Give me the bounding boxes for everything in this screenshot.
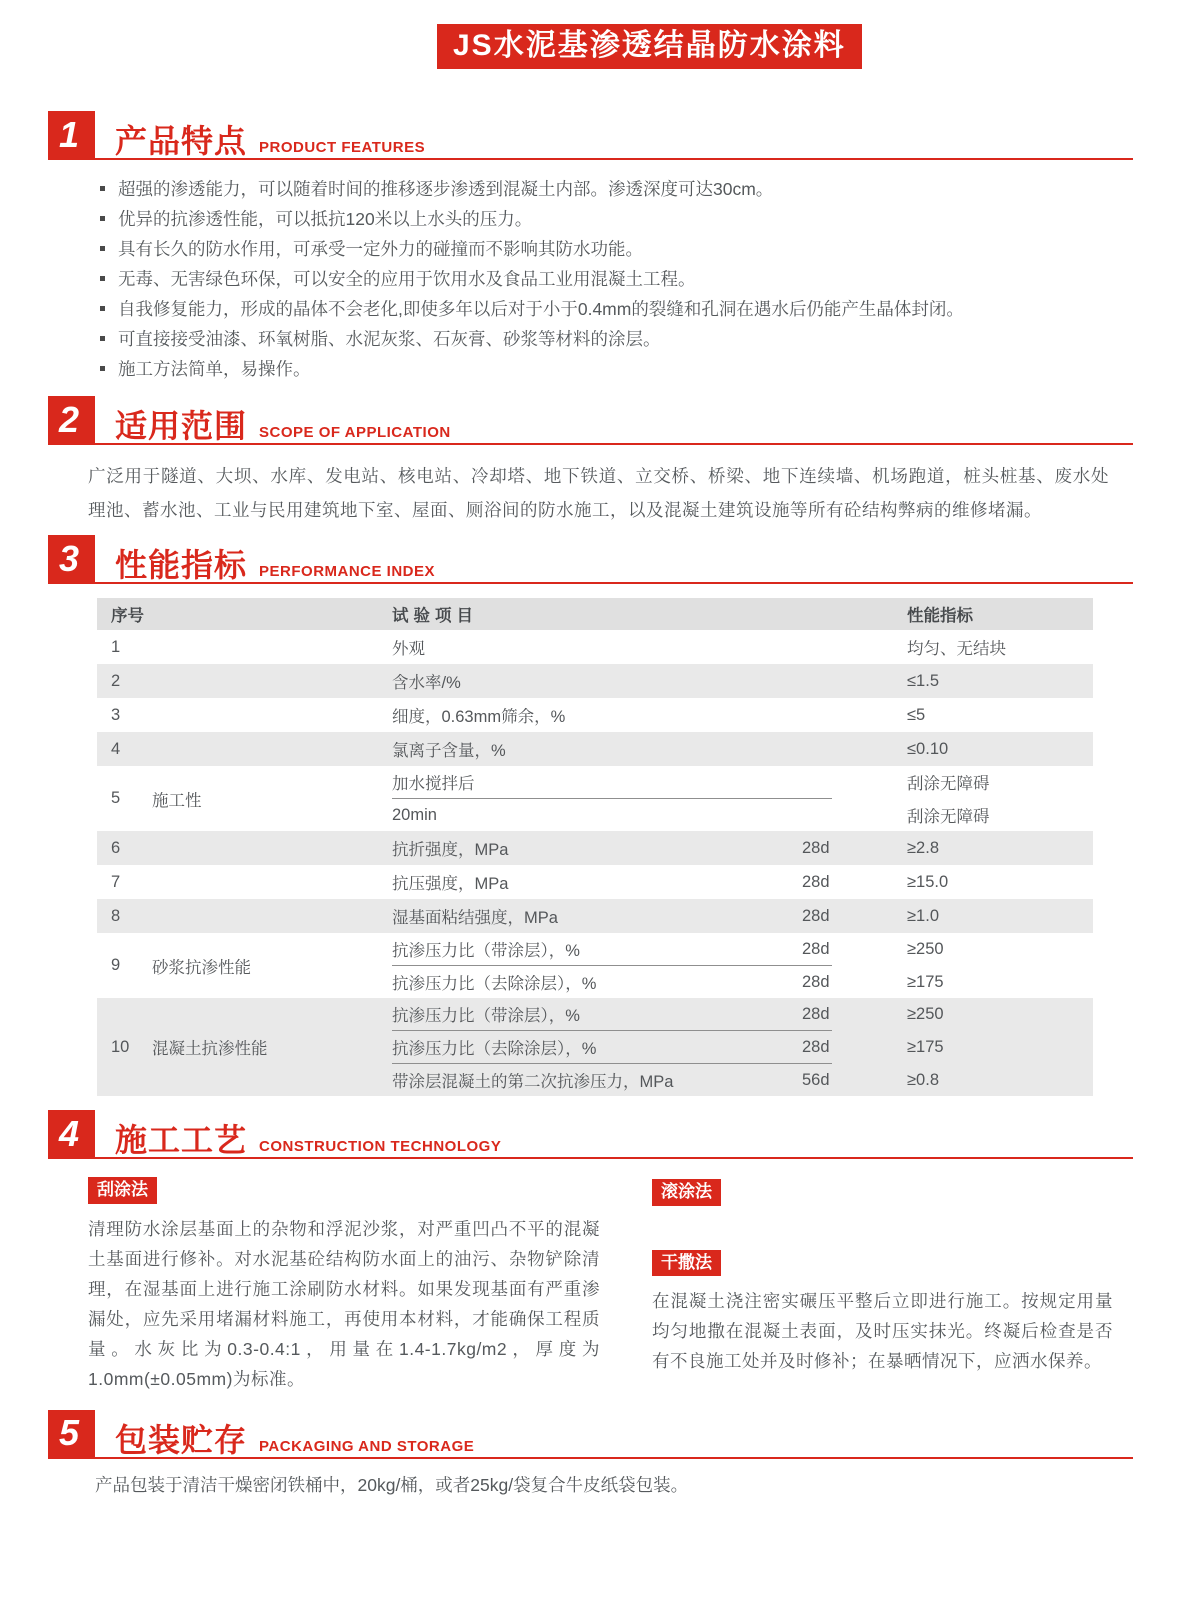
performance-index-cell: ≥0.8 <box>907 1070 939 1089</box>
construction-methods <box>88 1177 1113 1394</box>
bullet-icon <box>100 336 105 341</box>
performance-index-cell: ≤0.10 <box>907 739 949 758</box>
row-number: 8 <box>111 906 121 925</box>
method-right-column <box>652 1177 1113 1394</box>
age-cell: 56d <box>802 1070 830 1089</box>
table-header-item: 试验项目 <box>392 607 478 625</box>
row-group-label: 施工性 <box>152 791 202 810</box>
section-header-packaging <box>48 1410 1133 1459</box>
row-cells <box>392 933 1093 998</box>
row-number: 5 <box>111 789 121 807</box>
section-header-scope <box>48 396 1133 445</box>
performance-index-cell: ≥250 <box>907 1004 944 1023</box>
performance-index-cell: 均匀、无结块 <box>907 640 1006 658</box>
feature-item <box>100 294 1129 324</box>
feature-item <box>100 204 1129 234</box>
row-number: 4 <box>111 739 121 758</box>
row-cells <box>392 664 1093 698</box>
section-header-construction <box>48 1110 1133 1159</box>
method-text-scrape: 清理防水涂层基面上的杂物和浮泥沙浆，对严重凹凸不平的混凝土基面进行修补。对水泥基砼结构防水面上的油污、杂物铲除清理，在湿基面上进行施工涂刷防水材料。如果发现基面有严重渗漏处，应先采用堵漏材料施工，再使用本材料，才能确保工程质量。水灰比为0.3-0.4:1，用量在1.4-1.7kg/m2，厚度为1.0mm(±0.05mm)为标准。 <box>88 1218 600 1389</box>
table-row <box>97 865 1093 899</box>
performance-index-cell: ≥250 <box>907 939 944 958</box>
section-title-cn: 适用范围 <box>115 408 248 444</box>
test-item-cell: 抗压强度，MPa <box>392 875 509 893</box>
row-number: 6 <box>111 838 121 857</box>
table-subrow <box>392 664 1093 698</box>
feature-text: 可直接接受油漆、环氧树脂、水泥灰浆、石灰膏、砂浆等材料的涂层。 <box>118 329 661 349</box>
table-subrow <box>392 899 1093 933</box>
feature-list <box>100 174 1129 384</box>
feature-item <box>100 354 1129 384</box>
packaging-text: 产品包装于清洁干燥密闭铁桶中，20kg/桶，或者25kg/袋复合牛皮纸袋包装。 <box>95 1474 689 1495</box>
document-title-banner <box>437 24 862 69</box>
table-row <box>97 933 1093 998</box>
age-cell: 28d <box>802 838 830 857</box>
table-header-index: 性能指标 <box>907 607 973 625</box>
section-number-badge: 5 <box>48 1410 95 1457</box>
test-item-cell: 抗折强度，MPa <box>392 841 509 859</box>
performance-index-cell: ≥175 <box>907 972 944 991</box>
table-subrow <box>392 732 1093 766</box>
section-number-badge: 2 <box>48 396 95 443</box>
table-subrow <box>392 698 1093 732</box>
section-title-cn: 施工工艺 <box>115 1122 248 1158</box>
feature-item <box>100 324 1129 354</box>
section-number-badge: 3 <box>48 535 95 582</box>
row-group-label: 混凝土抗渗性能 <box>152 1040 268 1058</box>
product-sheet <box>0 24 1189 1624</box>
test-item-cell: 抗渗压力比（去除涂层），% <box>392 1040 597 1058</box>
section-title-en: SCOPE OF APPLICATION <box>259 424 451 441</box>
row-cells <box>392 630 1093 664</box>
age-cell: 28d <box>802 872 830 891</box>
section-title-cn: 性能指标 <box>115 547 248 583</box>
test-item-cell: 含水率/% <box>392 674 461 692</box>
section-title-en: PERFORMANCE INDEX <box>259 563 436 580</box>
bullet-icon <box>100 306 105 311</box>
method-badge-roll: 滚涂法 <box>652 1179 721 1206</box>
performance-index-cell: ≤1.5 <box>907 671 939 690</box>
row-cells <box>392 698 1093 732</box>
feature-text: 无毒、无害绿色环保，可以安全的应用于饮用水及食品工业用混凝土工程。 <box>118 269 696 289</box>
table-subrow <box>392 799 1093 831</box>
test-item-cell: 氯离子含量，% <box>392 742 506 760</box>
bullet-icon <box>100 186 105 191</box>
test-item-cell: 抗渗压力比（带涂层），% <box>392 1007 580 1025</box>
test-item-cell: 抗渗压力比（带涂层），% <box>392 942 580 960</box>
table-subrow <box>392 865 1093 899</box>
row-number: 1 <box>111 637 121 656</box>
row-number: 3 <box>111 705 121 724</box>
section-title-cn: 包装贮存 <box>115 1421 248 1458</box>
performance-index-cell: ≥15.0 <box>907 872 949 891</box>
feature-item <box>100 264 1129 294</box>
row-number: 9 <box>111 956 121 974</box>
test-item-cell: 外观 <box>392 640 425 658</box>
feature-item <box>100 234 1129 264</box>
table-row <box>97 766 1093 831</box>
feature-text: 超强的渗透能力，可以随着时间的推移逐步渗透到混凝土内部。渗透深度可达30cm。 <box>118 179 774 199</box>
table-row <box>97 664 1093 698</box>
feature-item <box>100 174 1129 204</box>
table-row <box>97 899 1093 933</box>
performance-index-cell: ≥1.0 <box>907 906 939 925</box>
table-subrow <box>392 1064 1093 1096</box>
performance-index-cell: 刮涂无障碍 <box>907 808 990 826</box>
performance-table-body <box>97 630 1093 1096</box>
feature-text: 优异的抗渗透性能，可以抵抗120米以上水头的压力。 <box>118 209 533 229</box>
table-subrow <box>392 933 1093 965</box>
row-number: 2 <box>111 671 121 690</box>
method-scrape-coating <box>88 1177 600 1394</box>
feature-text: 施工方法简单，易操作。 <box>118 359 311 379</box>
section-title-en: PACKAGING AND STORAGE <box>259 1437 475 1455</box>
row-number: 7 <box>111 872 121 891</box>
scope-paragraph: 广泛用于隧道、大坝、水库、发电站、核电站、冷却塔、地下铁道、立交桥、桥梁、地下连续墙、机场跑道，桩头桩基、废水处理池、蓄水池、工业与民用建筑地下室、屋面、厕浴间的防水施工，以及混凝土建筑设施等所有砼结构弊病的维修堵漏。 <box>88 466 1109 520</box>
test-item-cell: 细度，0.63mm筛余，% <box>392 708 566 726</box>
performance-index-cell: ≥175 <box>907 1037 944 1056</box>
method-text-dry: 在混凝土浇注密实碾压平整后立即进行施工。按规定用量均匀地撒在混凝土表面，及时压实抹光。终凝后检查是否有不良施工处并及时修补；在暴晒情况下，应洒水保养。 <box>652 1291 1113 1372</box>
table-subrow <box>392 966 1093 998</box>
method-badge-dry: 干撒法 <box>652 1250 721 1277</box>
row-cells <box>392 732 1093 766</box>
test-item-cell: 带涂层混凝土的第二次抗渗压力，MPa <box>392 1073 674 1091</box>
row-cells <box>392 766 1093 831</box>
performance-index-cell: 刮涂无障碍 <box>907 775 990 793</box>
section-header-performance <box>48 535 1133 584</box>
feature-text: 具有长久的防水作用，可承受一定外力的碰撞而不影响其防水功能。 <box>118 239 643 259</box>
bullet-icon <box>100 276 105 281</box>
table-row <box>97 698 1093 732</box>
test-item-cell: 20min <box>392 805 437 824</box>
table-row <box>97 630 1093 664</box>
test-item-cell: 加水搅拌后 <box>392 775 475 793</box>
performance-index-cell: ≤5 <box>907 705 926 724</box>
age-cell: 28d <box>802 1004 830 1023</box>
section-title-en: PRODUCT FEATURES <box>259 139 426 156</box>
table-header-no: 序号 <box>111 607 144 625</box>
row-number: 10 <box>111 1037 130 1056</box>
row-cells <box>392 831 1093 865</box>
row-cells <box>392 998 1093 1096</box>
performance-table <box>97 598 1093 1096</box>
section-number-badge: 1 <box>48 111 95 158</box>
table-row <box>97 732 1093 766</box>
test-item-cell: 湿基面粘结强度，MPa <box>392 909 558 927</box>
table-row <box>97 831 1093 865</box>
document-title: JS水泥基渗透结晶防水涂料 <box>453 29 846 62</box>
row-group-label: 砂浆抗渗性能 <box>152 958 251 977</box>
age-cell: 28d <box>802 1037 830 1056</box>
row-cells <box>392 865 1093 899</box>
bullet-icon <box>100 366 105 371</box>
table-subrow <box>392 766 1093 798</box>
table-subrow <box>392 831 1093 865</box>
table-header-row <box>97 598 1093 630</box>
method-badge-scrape: 刮涂法 <box>88 1177 157 1204</box>
test-item-cell: 抗渗压力比（去除涂层），% <box>392 975 597 993</box>
table-row <box>97 998 1093 1096</box>
bullet-icon <box>100 216 105 221</box>
performance-index-cell: ≥2.8 <box>907 838 939 857</box>
feature-text: 自我修复能力，形成的晶体不会老化,即使多年以后对于小于0.4mm的裂缝和孔洞在遇水后仍能产生晶体封闭。 <box>118 299 964 319</box>
age-cell: 28d <box>802 906 830 925</box>
age-cell: 28d <box>802 939 830 958</box>
table-subrow <box>392 1031 1093 1063</box>
age-cell: 28d <box>802 972 830 991</box>
table-subrow <box>392 630 1093 664</box>
section-title-en: CONSTRUCTION TECHNOLOGY <box>259 1138 502 1155</box>
section-header-product-features <box>48 111 1133 160</box>
row-cells <box>392 899 1093 933</box>
table-subrow <box>392 998 1093 1030</box>
section-number-badge: 4 <box>48 1110 95 1157</box>
section-title-cn: 产品特点 <box>115 123 248 159</box>
bullet-icon <box>100 246 105 251</box>
